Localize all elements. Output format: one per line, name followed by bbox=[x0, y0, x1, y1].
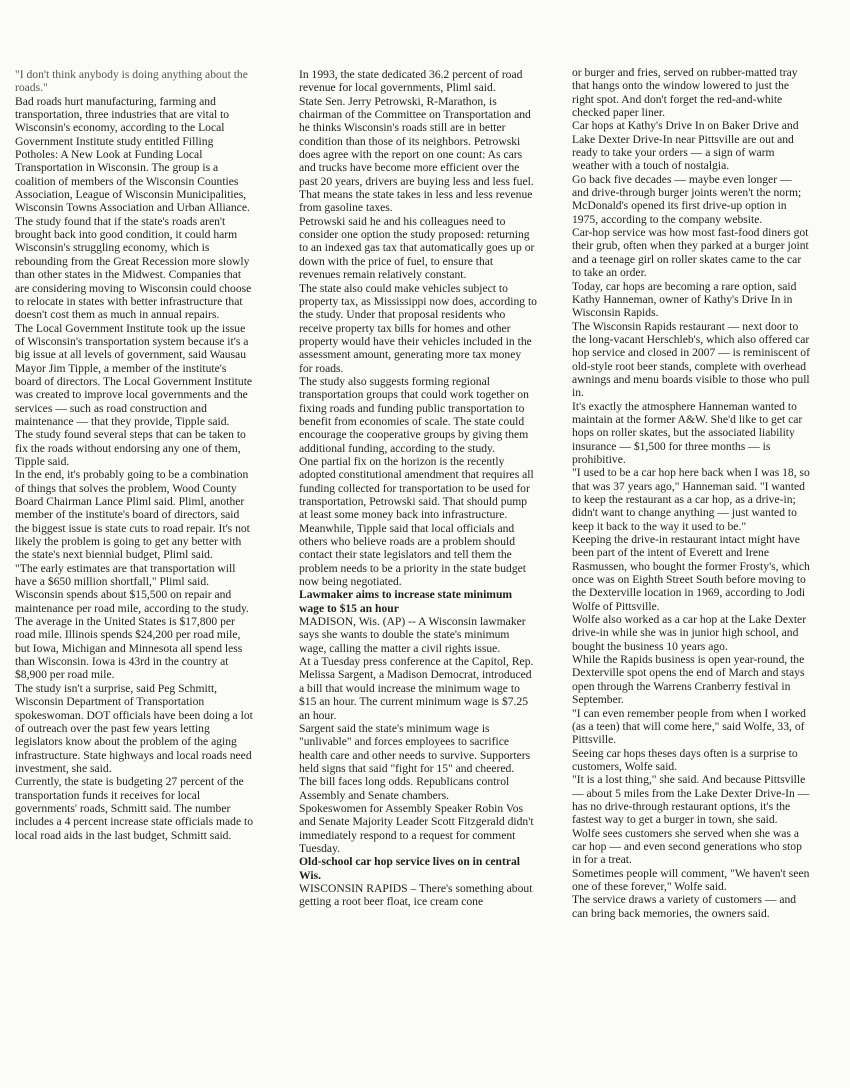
article-paragraph: Wisconsin spends about $15,500 on repair and maintenance per road mile, according to the study. The average in the United States is $17,800 per road mile. Illinois spends $24,200 per road mile, but Iowa, Michigan and Minnesota all spend less than Wisconsin. Iowa is 43rd in the country at $8,900 per road mile. bbox=[15, 588, 249, 682]
article-paragraph: State Sen. Jerry Petrowski, R-Marathon, is chairman of the Committee on Transportation and he thinks Wisconsin's roads still are in better condition than those of its neighbors. Petrowski does agree with the report on one count: As cars and trucks have become more efficient over the past 20 years, drivers are buying less and less fuel. That means the state takes in less and less revenue from gasoline taxes. bbox=[299, 94, 534, 215]
headline: Lawmaker aims to increase state minimum wage to $15 an hour bbox=[299, 588, 513, 615]
article-paragraph: Wolfe sees customers she served when she was a car hop — and even second generations who stop in for a treat. bbox=[572, 826, 802, 867]
article-paragraph: The study isn't a surprise, said Peg Schmitt, Wisconsin Department of Transportation spokeswoman. DOT officials have been doing a lot of outreach over the past few years letting legislators know about the problem of the aging infrastructure. State highways and local roads need investment, she said. bbox=[15, 681, 253, 775]
article-paragraph: Go back five decades — maybe even longer — and drive-through burger joints weren't the norm; McDonald's opened its first drive-up option in 1975, according to the company website. bbox=[572, 172, 802, 226]
article-paragraph: Sometimes people will comment, "We haven't seen one of these forever," Wolfe said. bbox=[572, 866, 810, 893]
article-paragraph: The bill faces long odds. Republicans control Assembly and Senate chambers. bbox=[299, 775, 510, 802]
article-paragraph: Wolfe also worked as a car hop at the Lake Dexter drive-in while she was in junior high school, and bought the business 10 years ago. bbox=[572, 613, 807, 653]
column-1 bbox=[15, 68, 253, 842]
article-paragraph: The Wisconsin Rapids restaurant — next door to the long-vacant Herschleb's, which also offered car hop service and closed in 2007 — is reminiscent of old-style root beer stands, complete with overhead awnings and menu boards visible to those who pull in. bbox=[572, 319, 810, 400]
article-paragraph: The service draws a variety of customers — and can bring back memories, the owners said. bbox=[572, 893, 797, 920]
article-paragraph: Spokeswomen for Assembly Speaker Robin Vos and Senate Majority Leader Scott Fitzgerald didn't immediately respond to a request for comment Tuesday. bbox=[299, 801, 534, 855]
article-paragraph: The study also suggests forming regional transportation groups that could work together on fixing roads and funding public transportation to benefit from economies of scale. The state could encourage the cooperative groups by giving them additional funding, according to the study. bbox=[299, 374, 529, 455]
article-paragraph: "The early estimates are that transportation will have a $650 million shortfall," Pliml said. bbox=[15, 561, 236, 589]
article-paragraph: Car-hop service was how most fast-food diners got their grub, often when they parked at a burger joint and a teenage girl on roller skates came to the car to take an order. bbox=[572, 226, 809, 280]
article-paragraph: Sargent said the state's minimum wage is "unlivable" and forces employees to sacrifice health care and other needs to survive. Supporters held signs that said "fight for 15" and cheered. bbox=[299, 721, 531, 775]
article-paragraph: Currently, the state is budgeting 27 percent of the transportation funds it receives for local governments' roads, Schmitt said. The number includes a 4 percent increase state officials made to local road aids in the last budget, Schmitt said. bbox=[15, 775, 254, 842]
column-3 bbox=[572, 66, 810, 920]
article-paragraph: Keeping the drive-in restaurant intact might have been part of the intent of Everett and Irene Rasmussen, who bought the former Frosty's, which once was on Eighth Street South before moving to the Dexterville location in 1969, according to Jodi Wolfe of Pittsville. bbox=[572, 533, 810, 613]
article-paragraph: "It is a lost thing," she said. And because Pittsville — about 5 miles from the Lake Dexter Drive-In — has no drive-through restaurant options, it's the fastest way to get a burger in town, she said. bbox=[572, 773, 810, 827]
article-paragraph: At a Tuesday press conference at the Capitol, Rep. Melissa Sargent, a Madison Democrat, introduced a bill that would increase the minimum wage to $15 an hour. The current minimum wage is $7.25 an hour. bbox=[299, 655, 534, 722]
article-paragraph: In the end, it's probably going to be a combination of things that solves the problem, Wood County Board Chairman Lance Pliml said. Pliml, another member of the institute's board of directors, said the biggest issue is state cuts to road repair. It's not likely the problem is going to get any better with the state's next biennial budget, Pliml said. bbox=[15, 468, 250, 562]
article-paragraph: The study found that if the state's roads aren't brought back into good condition, it could harm Wisconsin's struggling economy, which is rebounding from the Great Recession more slowly than other states in the Midwest. Companies that are considering moving to Wisconsin could choose to relocate in states with better infrastructure that doesn't cost them as much in annual repairs. bbox=[15, 214, 252, 322]
article-paragraph: In 1993, the state dedicated 36.2 percent of road revenue for local governments, Pliml said. bbox=[299, 68, 523, 95]
article-paragraph: While the Rapids business is open year-round, the Dexterville spot opens the end of March and stays open through the Warrens Cranberry festival in September. bbox=[572, 653, 805, 707]
article-paragraph: The study found several steps that can be taken to fix the roads without endorsing any one of them, Tipple said. bbox=[15, 428, 246, 468]
article-paragraph: The state also could make vehicles subject to property tax, as Mississippi now does, according to the study. Under that proposal residents who receive property tax bills for homes and other property would have their vehicles included in the assessment amount, generating more tax money for roads. bbox=[299, 281, 537, 375]
article-paragraph: Car hops at Kathy's Drive In on Baker Drive and Lake Dexter Drive-In near Pittsville are out and ready to take your orders — a sign of warm weather with a touch of nostalgia. bbox=[572, 119, 799, 173]
article-paragraph: Bad roads hurt manufacturing, farming and transportation, three industries that are vital to Wisconsin's economy, according to the Local Government Institute study entitled Filling Potholes: A New Look at Funding Local Transportation in Wisconsin. The group is a coalition of members of the Wisconsin Counties Association, League of Wisconsin Municipalities, Wisconsin Towns Association and Urban Alliance. bbox=[15, 94, 250, 215]
article-paragraph: Meanwhile, Tipple said that local officials and others who believe roads are a problem should contact their state legislators and tell them the problem needs to be a priority in the state budget now being negotiated. bbox=[299, 521, 526, 589]
article-paragraph: Today, car hops are becoming a rare option, said Kathy Hanneman, owner of Kathy's Drive In in Wisconsin Rapids. bbox=[572, 279, 797, 320]
article-paragraph: Petrowski said he and his colleagues need to consider one option the study proposed: returning to an indexed gas tax that automatically goes up or down with the price of fuel, to ensure that revenues remain relatively constant. bbox=[299, 214, 535, 282]
article-paragraph: It's exactly the atmosphere Hanneman wanted to maintain at the former A&W. She'd like to get car hops on roller skates, but the associated liability insurance — $1,500 for three months — is prohibitive. bbox=[572, 399, 803, 466]
article-paragraph: Seeing car hops theses days often is a surprise to customers, Wolfe said. bbox=[572, 746, 798, 773]
article-paragraph: "I can even remember people from when I worked (as a teen) that will come here," said Wolfe, 33, of Pittsville. bbox=[572, 706, 806, 747]
article-paragraph: WISCONSIN RAPIDS – There's something about getting a root beer float, ice cream cone bbox=[299, 881, 533, 909]
article-paragraph: "I don't think anybody is doing anything about the roads." bbox=[15, 68, 248, 95]
article-paragraph: "I used to be a car hop here back when I was 18, so that was 37 years ago," Hanneman said. "I wanted to keep the restaurant as a car hop, as a drive-in; didn't want to change anything — just wanted to keep it back to the way it used to be." bbox=[572, 466, 810, 533]
article-paragraph: The Local Government Institute took up the issue of Wisconsin's transportation system because it's a big issue at all levels of government, said Wausau Mayor Jim Tipple, a member of the institute's board of directors. The Local Government Institute was created to improve local governments and the services — such as road construction and maintenance — that they provide, Tipple said. bbox=[15, 321, 253, 428]
article-paragraph: One partial fix on the horizon is the recently adopted constitutional amendment that requires all funding collected for transportation to be used for transportation, Petrowski said. That should pump at least some money back into infrastructure. bbox=[299, 454, 534, 522]
column-2 bbox=[299, 68, 537, 909]
article-paragraph: or burger and fries, served on rubber-matted tray that hangs onto the window lowered to just the right spot. And don't forget the red-and-white checked paper liner. bbox=[572, 66, 798, 120]
article-paragraph: MADISON, Wis. (AP) -- A Wisconsin lawmaker says she wants to double the state's minimum wage, calling the matter a civil rights issue. bbox=[299, 615, 526, 655]
headline: Old-school car hop service lives on in central Wis. bbox=[299, 855, 521, 882]
